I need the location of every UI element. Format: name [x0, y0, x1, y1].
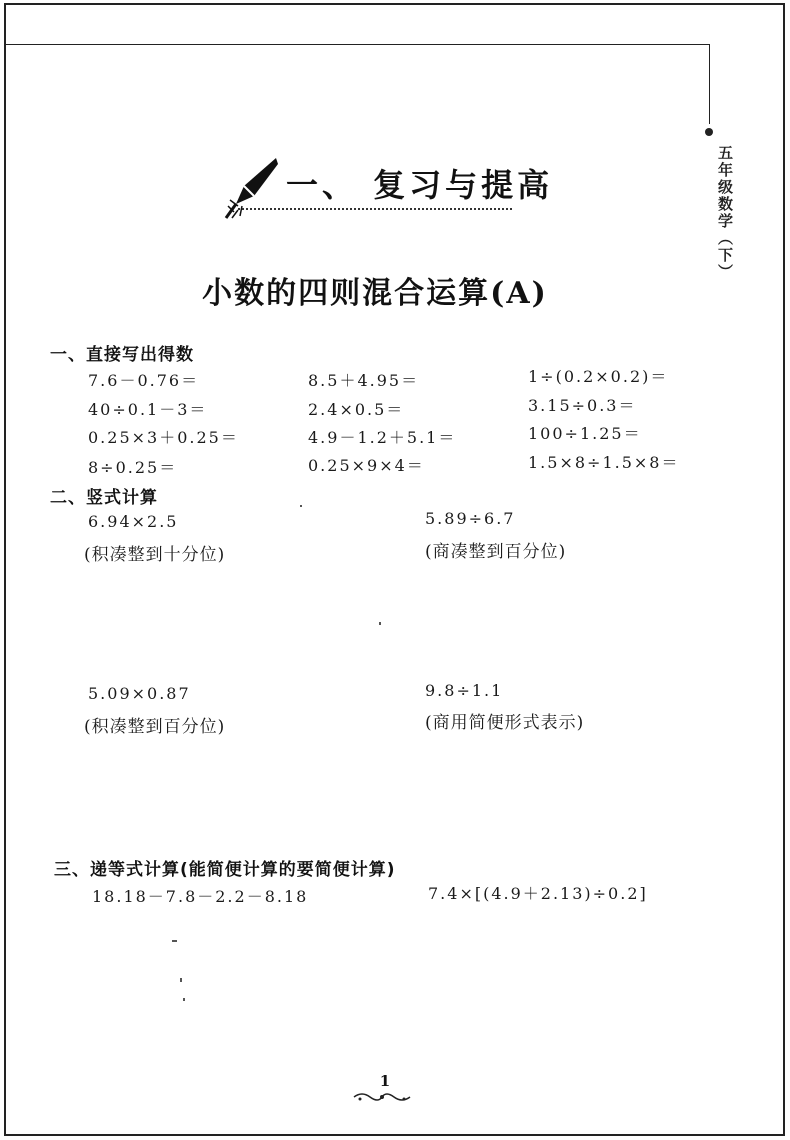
side-rule [709, 44, 710, 124]
vertical-calc-expression: 6.94×2.5 [88, 512, 179, 531]
rounding-requirement: (积凑整到百分位) [84, 717, 226, 737]
step-calc-expression: 18.18－7.8－2.2－8.18 [92, 887, 309, 906]
step-calc-expression: 7.4×[(4.9＋2.13)÷0.2] [428, 884, 648, 903]
ornament-flourish-icon [352, 1090, 412, 1104]
mental-math-item: 2.4×0.5＝ [308, 400, 405, 419]
scan-speck [180, 978, 182, 982]
mental-math-item: 7.6－0.76＝ [88, 371, 200, 390]
grade-label: 五年级数学（下） [716, 145, 734, 281]
mental-math-item: 0.25×9×4＝ [308, 456, 425, 475]
mental-math-item: 8.5＋4.95＝ [308, 371, 420, 390]
vertical-calc-expression: 5.89÷6.7 [425, 509, 516, 528]
mental-math-item: 4.9－1.2＋5.1＝ [308, 428, 457, 447]
page-number: 1 [379, 1072, 391, 1090]
mental-math-item: 0.25×3＋0.25＝ [88, 428, 239, 447]
section-title: 一、 复习与提高 [286, 166, 554, 204]
pen-nib-icon [224, 156, 280, 222]
mental-math-item: 40÷0.1－3＝ [88, 400, 208, 419]
part3-heading: 三、递等式计算(能简便计算的要简便计算) [54, 860, 396, 880]
rounding-requirement: (积凑整到十分位) [84, 545, 226, 565]
part1-heading: 一、直接写出得数 [50, 345, 194, 365]
scan-speck [379, 622, 381, 625]
vertical-calc-expression: 9.8÷1.1 [425, 681, 504, 700]
scan-speck [183, 998, 185, 1001]
scan-speck [300, 505, 302, 507]
rounding-requirement: (商用简便形式表示) [425, 713, 585, 733]
page-title: 小数的四则混合运算(A) [202, 276, 548, 311]
dotted-rule [238, 208, 512, 210]
header-rule [6, 44, 710, 45]
mental-math-item: 100÷1.25＝ [528, 424, 642, 443]
mental-math-item: 1÷(0.2×0.2)＝ [528, 367, 669, 386]
scan-speck [172, 940, 177, 942]
mental-math-item: 1.5×8÷1.5×8＝ [528, 453, 680, 472]
part2-heading: 二、竖式计算 [50, 488, 158, 508]
vertical-calc-expression: 5.09×0.87 [88, 684, 191, 703]
rounding-requirement: (商凑整到百分位) [425, 542, 567, 562]
side-dot [705, 128, 713, 136]
mental-math-item: 3.15÷0.3＝ [528, 396, 637, 415]
mental-math-item: 8÷0.25＝ [88, 458, 178, 477]
